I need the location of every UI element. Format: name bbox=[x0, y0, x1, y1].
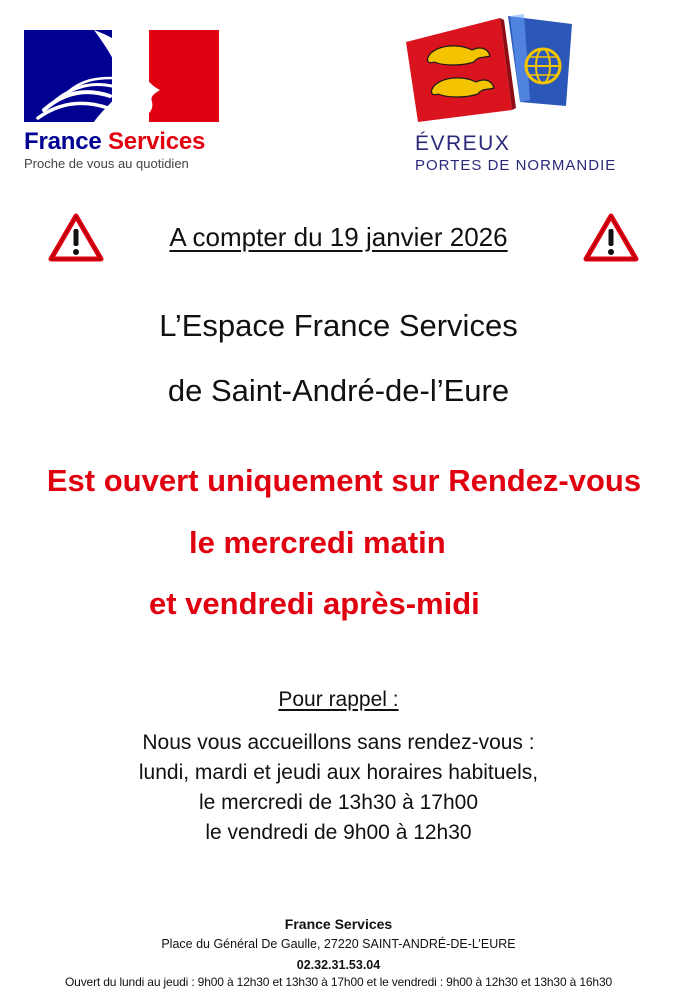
espace-line-2: de Saint-André-de-l’Eure bbox=[167, 373, 510, 408]
france-services-logo bbox=[24, 30, 224, 175]
brand-services: Services bbox=[107, 128, 206, 155]
espace-line-1: L’Espace France Services bbox=[159, 308, 518, 343]
friday-afternoon-line: et vendredi après-midi bbox=[149, 586, 480, 621]
footer-name: France Services bbox=[284, 916, 393, 932]
reminder-title: Pour rappel : bbox=[278, 688, 399, 711]
footer-phone: 02.32.31.53.04 bbox=[296, 958, 381, 972]
appointment-only-line: Est ouvert uniquement sur Rendez-vous bbox=[46, 463, 642, 498]
evreux-logo bbox=[400, 14, 660, 174]
footer-address: Place du Général De Gaulle, 27220 SAINT-ANDRÉ-DE-L’EURE bbox=[161, 937, 516, 951]
reminder-line-3: le mercredi de 13h30 à 17h00 bbox=[198, 791, 479, 814]
evreux-subtitle: PORTES DE NORMANDIE bbox=[415, 157, 617, 174]
footer-hours: Ouvert du lundi au jeudi : 9h00 à 12h30 et 13h30 à 17h00 et le vendredi : 9h00 à 12h30 et 13h30 à 16h30 bbox=[64, 975, 612, 989]
reminder-line-4: le vendredi de 9h00 à 12h30 bbox=[205, 821, 472, 844]
reminder-line-1: Nous vous accueillons sans rendez-vous : bbox=[142, 731, 535, 754]
marianne-flag-icon bbox=[24, 30, 219, 122]
date-heading: A compter du 19 janvier 2026 bbox=[169, 222, 508, 252]
evreux-name: ÉVREUX bbox=[415, 132, 511, 155]
brand-france: France bbox=[24, 128, 108, 155]
wednesday-morning-line: le mercredi matin bbox=[189, 525, 446, 560]
france-services-brand bbox=[24, 128, 205, 156]
france-services-tagline: Proche de vous au quotidien bbox=[24, 156, 189, 171]
normandy-emblem-icon bbox=[400, 14, 580, 124]
reminder-line-2: lundi, mardi et jeudi aux horaires habituels, bbox=[138, 761, 539, 784]
